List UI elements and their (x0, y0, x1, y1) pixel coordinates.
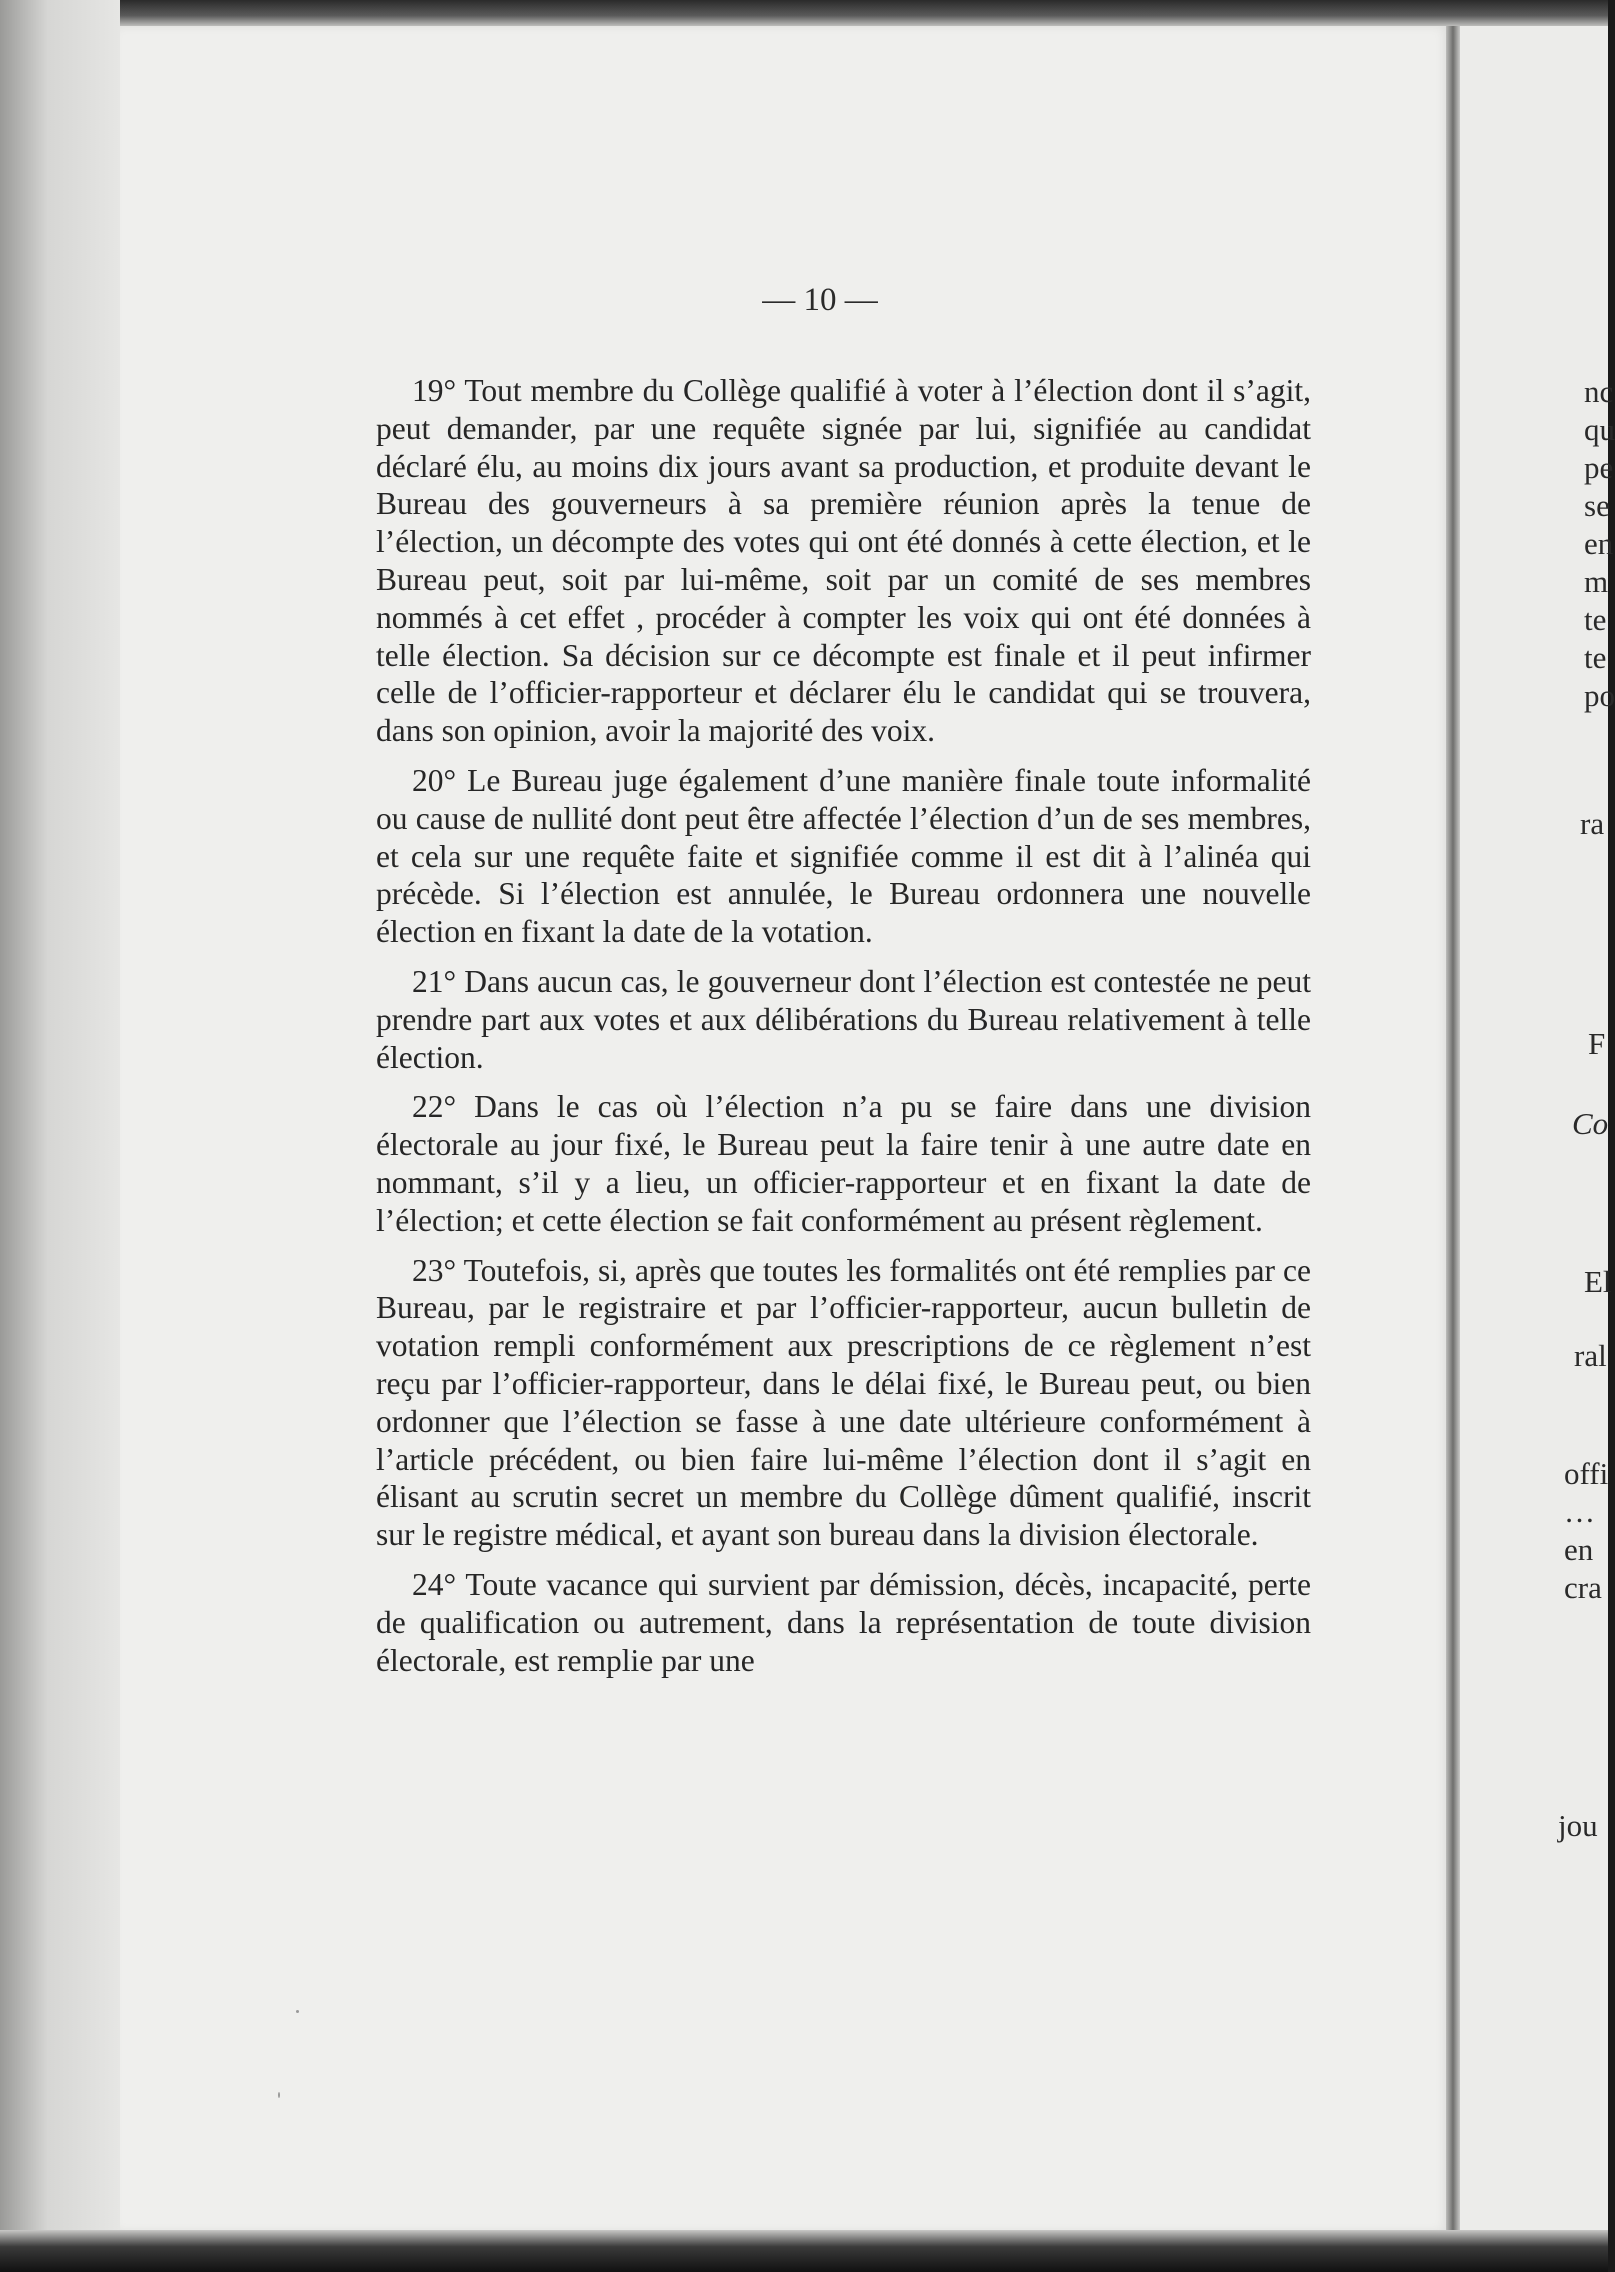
facing-page-fragment: pe (1584, 450, 1614, 485)
facing-page-fragment: cra (1564, 1570, 1602, 1605)
facing-page-fragment: El (1584, 1264, 1612, 1299)
facing-page-fragment: m (1584, 564, 1609, 599)
facing-page-fragment: jou (1558, 1808, 1598, 1843)
facing-page-fragment: te (1584, 640, 1607, 675)
paper-speck (296, 2010, 299, 2013)
facing-page-fragment: F (1588, 1026, 1606, 1061)
page-stack-edge (0, 0, 120, 2272)
facing-page-fragment: en (1564, 1532, 1594, 1567)
book-gutter (1446, 26, 1460, 2232)
right-page-fragment (1460, 26, 1615, 2232)
paragraph-20: 20° Le Bureau juge également d’une manière finale toute informalité ou cause de nullité dont peut être affectée l’élection d’un de ses membres, et cela sur une requête faite et signifiée comme il est dit à l’alinéa qui précède. Si l’élection est annulée, le Bureau ordonnera une nouvelle élection en fixant la date de la votation. (376, 762, 1311, 950)
facing-page-fragment: Co (1572, 1106, 1609, 1141)
paragraph-23: 23° Toutefois, si, après que toutes les formalités ont été remplies par ce Bureau, par le registraire et par l’officier-rapporteur, aucun bulletin de votation rempli conformément aux prescriptions de ce règlement n’est reçu par l’officier-rapporteur, dans le délai fixé, le Bureau peut, ou bien ordonner que l’élection se fasse à une date ultérieure conformément à l’article précédent, ou bien faire lui-même l’élection dont il s’agit en élisant au scrutin secret un membre du Collège dûment qualifié, inscrit sur le registre médical, et ayant son bureau dans la division électorale. (376, 1252, 1311, 1553)
facing-page-fragment: se (1584, 488, 1610, 523)
facing-page-fragment: nc (1584, 374, 1614, 409)
page-number: — 10 — (762, 282, 878, 318)
facing-page-fragment: en (1584, 526, 1614, 561)
scan-bottom-border (0, 2230, 1608, 2272)
facing-page-fragment: po (1584, 678, 1615, 713)
facing-page-fragment: ral (1574, 1338, 1607, 1373)
paragraph-24: 24° Toute vacance qui survient par démission, décès, incapacité, perte de qualification ou autrement, dans la représentation de toute division électorale, est remplie par une (376, 1566, 1311, 1678)
facing-page-fragment: offi (1564, 1456, 1609, 1491)
facing-page-fragment: qu (1584, 412, 1615, 447)
facing-page-fragment: … (1564, 1494, 1595, 1529)
paragraph-22: 22° Dans le cas où l’élection n’a pu se faire dans une division électorale au jour fixé, le Bureau peut la faire tenir à une autre date en nommant, s’il y a lieu, un officier-rapporteur et en fixant la date de l’élection; et cette élection se fait conformément au présent règlement. (376, 1089, 1311, 1238)
scan-top-border (0, 0, 1608, 26)
paragraph-19: 19° Tout membre du Collège qualifié à voter à l’élection dont il s’agit, peut demander, par une requête signée par lui, signifiée au candidat déclaré élu, au moins dix jours avant sa production, et produite devant le Bureau des gouverneurs à sa première réunion après la tenue de l’élection, un décompte des votes qui ont été donnés à cette élection, et le Bureau peut, soit par lui-même, soit par un comité de ses membres nommés à cet effet , procéder à compter les voix qui ont été données à telle élection. Sa décision sur ce décompte est finale et il peut infirmer celle de l’officier-rapporteur et déclarer élu le candidat qui se trouvera, dans son opinion, avoir la majorité des voix. (376, 373, 1311, 749)
body-text (376, 372, 1311, 1691)
paper-speck (278, 2092, 280, 2098)
facing-page-fragment: te (1584, 602, 1607, 637)
facing-page-fragment: ra (1580, 806, 1605, 841)
paragraph-21: 21° Dans aucun cas, le gouverneur dont l’élection est contestée ne peut prendre part aux votes et aux délibérations du Bureau relativement à telle élection. (376, 963, 1311, 1075)
